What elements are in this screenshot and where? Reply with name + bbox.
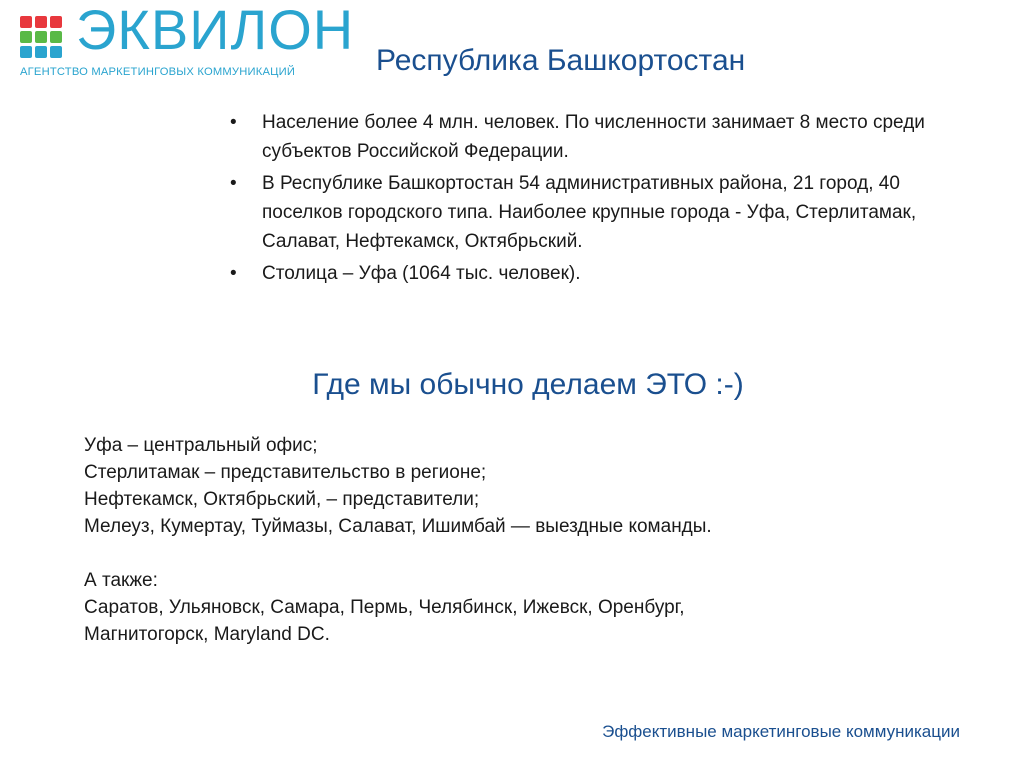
office-line: Стерлитамак – представительство в регионе; (84, 462, 487, 483)
footer-slogan: Эффективные маркетинговые коммуникации (602, 722, 960, 741)
offices-block (84, 432, 712, 648)
logo-square-blue-1 (20, 46, 32, 58)
company-logo (20, 0, 355, 82)
logo-square-red-3 (50, 16, 62, 28)
also-cities-line: Магнитогорск, Maryland DC. (84, 624, 330, 645)
logo-square-blue-3 (50, 46, 62, 58)
fact-capital: • Столица – Уфа (1064 тыс. человек). (230, 259, 970, 288)
also-cities-line: Саратов, Ульяновск, Самара, Пермь, Челябинск, Ижевск, Оренбург, (84, 597, 685, 618)
office-line: Мелеуз, Кумертау, Туймазы, Салават, Ишимбай — выездные команды. (84, 516, 712, 537)
spacer (84, 540, 712, 567)
logo-wordmark: ЭКВИЛОН (76, 0, 355, 61)
logo-square-red-1 (20, 16, 32, 28)
page-title: Республика Башкортостан (376, 44, 746, 77)
logo-square-red-2 (35, 16, 47, 28)
also-label: А также: (84, 570, 158, 591)
office-line: Уфа – центральный офис; (84, 435, 318, 456)
fact-population: • Население более 4 млн. человек. По численности занимает 8 место среди субъектов Российской Федерации. (230, 108, 970, 166)
logo-square-blue-2 (35, 46, 47, 58)
logo-square-green-3 (50, 31, 62, 43)
fact-administrative: • В Республике Башкортостан 54 административных района, 21 город, 40 поселков городского типа. Наиболее крупные города - Уфа, Стерлитамак, Салават, Нефтекамск, Октябрьский. (230, 169, 970, 256)
logo-square-green-2 (35, 31, 47, 43)
logo-tagline: АГЕНТСТВО МАРКЕТИНГОВЫХ КОММУНИКАЦИЙ (20, 66, 296, 78)
logo-square-green-1 (20, 31, 32, 43)
facts-list (230, 108, 970, 291)
section-title: Где мы обычно делаем ЭТО :-) (312, 368, 744, 401)
logo-squares-icon (20, 16, 64, 60)
office-line: Нефтекамск, Октябрьский, – представители; (84, 489, 480, 510)
